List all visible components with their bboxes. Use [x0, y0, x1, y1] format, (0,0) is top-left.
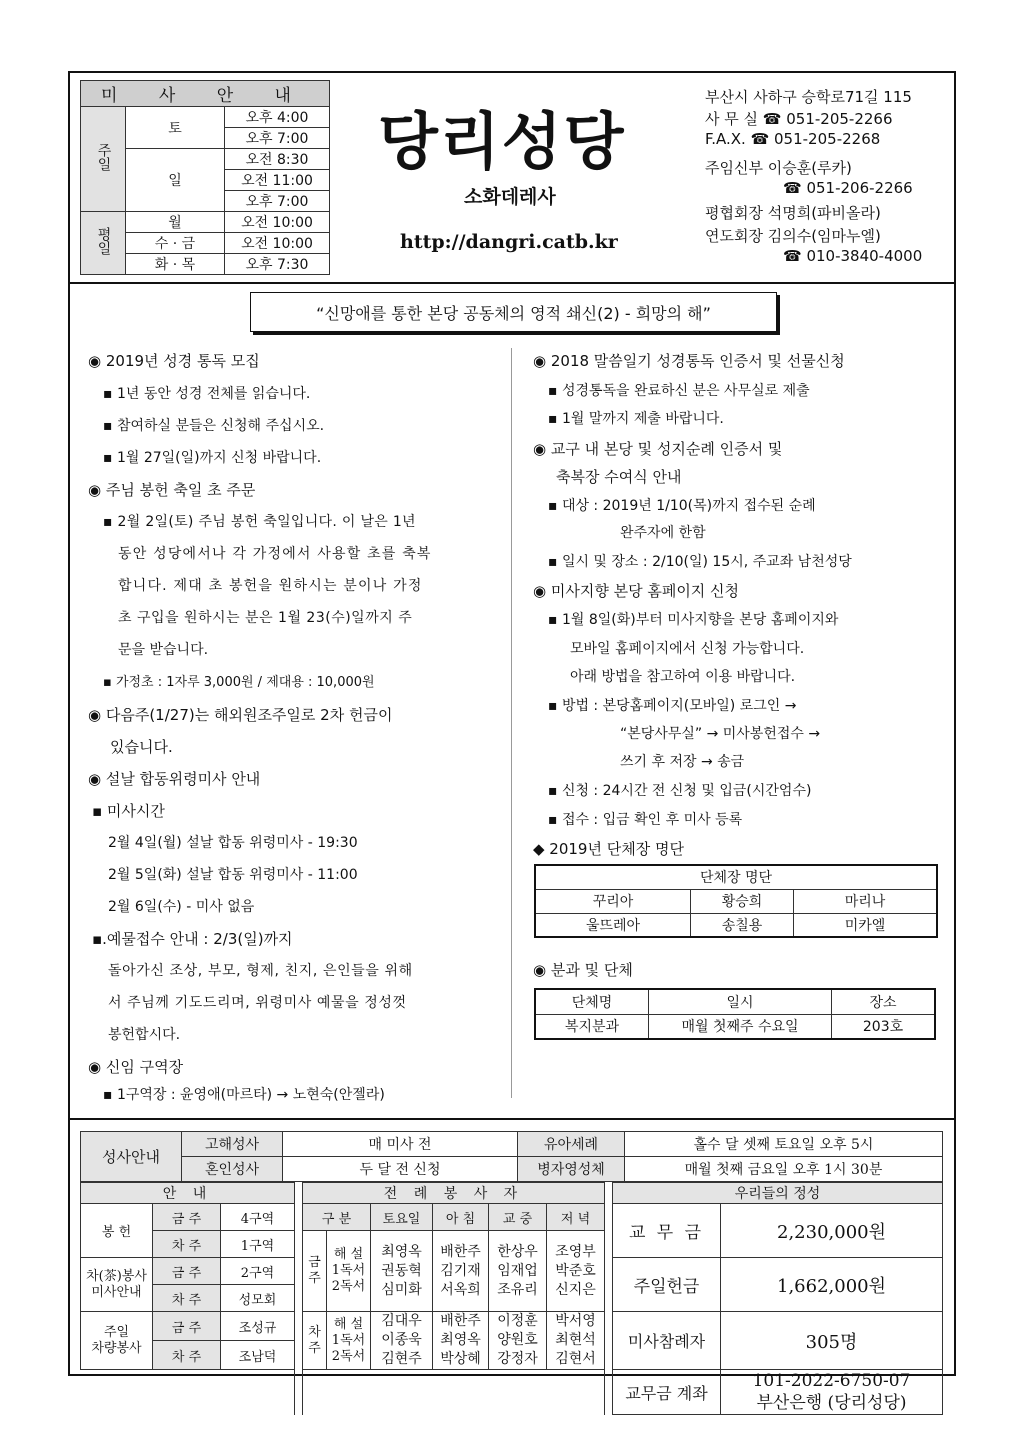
bongheon-label: 봉 헌 — [81, 1204, 153, 1258]
week-label: 금 주 — [153, 1312, 221, 1341]
week-label: 차 주 — [153, 1285, 221, 1312]
week-label: 금 주 — [153, 1204, 221, 1231]
association-president: 연도회장 김의수(임마누엘) — [705, 227, 881, 245]
next-week-short: 차 주 — [303, 1312, 327, 1370]
association-phone: ☎ 010-3840-4000 — [783, 247, 923, 265]
offer-value: 305명 — [721, 1312, 943, 1370]
pastor-phone: ☎ 051-206-2266 — [783, 179, 913, 197]
notice-line: ▪ 미사시간 — [92, 802, 165, 820]
notice-line: ▪ 일시 및 장소 : 2/10(일) 15시, 주교좌 남천성당 — [548, 554, 852, 570]
offer-label: 교 무 금 — [613, 1204, 721, 1258]
groups-cell: 매월 첫째주 수요일 — [649, 1014, 832, 1039]
service-table — [80, 1182, 943, 1415]
mass-time: 오후 7:00 — [225, 128, 330, 149]
mass-time: 오후 7:00 — [225, 191, 330, 212]
guide-value: 4구역 — [221, 1204, 295, 1231]
notice-line: ▪ 1월 27일(일)까지 신청 바랍니다. — [103, 450, 322, 466]
mass-schedule-table — [80, 80, 330, 275]
leaders-title: 단체장 명단 — [535, 865, 937, 889]
offer-value: 2,230,000원 — [721, 1204, 943, 1258]
notice-line: 합니다. 제대 초 봉헌을 원하시는 분이나 가정 — [118, 578, 423, 594]
sacr-detail: 두 달 전 신청 — [283, 1157, 518, 1182]
notice-line: 2월 4일(월) 설날 합동 위령미사 - 19:30 — [108, 835, 358, 851]
lit-names: 조영부 박준호 신지은 — [547, 1231, 605, 1312]
leader-baptismal: 미카엘 — [794, 913, 938, 937]
groups-head: 단체명 — [535, 989, 649, 1014]
sacr-type: 혼인성사 — [182, 1157, 283, 1182]
groups-cell: 복지분과 — [535, 1014, 649, 1039]
lit-col-head: 저 녁 — [547, 1204, 605, 1231]
sacr-detail: 매 미사 전 — [283, 1132, 518, 1157]
parking-label: 주일 차량봉사 — [81, 1312, 153, 1370]
lit-names: 한상우 임재업 조유리 — [489, 1231, 547, 1312]
notice-line: 서 주님께 기도드리며, 위령미사 예물을 정성껏 — [108, 995, 407, 1011]
notice-line: ▪ 2월 2일(토) 주님 봉헌 축일입니다. 이 날은 1년 — [103, 514, 416, 530]
leader-name: 황승희 — [691, 889, 794, 913]
leader-group: 꾸리아 — [535, 889, 691, 913]
sat-label: 토 — [126, 107, 225, 149]
lit-names: 최영옥 권동혁 심미화 — [371, 1231, 433, 1312]
tea-label: 차(茶)봉사 미사안내 — [81, 1258, 153, 1312]
groups-table — [534, 988, 936, 1040]
mass-heading: 미 사 안 내 — [81, 81, 330, 107]
guide-value: 2구역 — [221, 1258, 295, 1285]
lit-names: 박서영 최현석 김현서 — [547, 1312, 605, 1370]
notice-line: 봉헌합시다. — [108, 1027, 181, 1043]
sun-label: 일 — [126, 149, 225, 212]
offer-head: 우리들의 정성 — [613, 1183, 943, 1204]
notice-line: 2월 6일(수) - 미사 없음 — [108, 899, 255, 915]
office-phone: 사 무 실 ☎ 051-205-2266 — [705, 110, 893, 128]
notice-line: 돌아가신 조상, 부모, 형제, 친지, 은인들을 위해 — [108, 963, 413, 979]
notice-line: ▪ 대상 : 2019년 1/10(목)까지 접수된 순례 — [548, 498, 816, 514]
sacraments-label: 성사안내 — [81, 1132, 182, 1182]
council-president: 평협회장 석명희(파비올라) — [705, 204, 881, 222]
sacr-type: 고해성사 — [182, 1132, 283, 1157]
header-divider — [68, 282, 956, 284]
gap — [605, 1183, 613, 1415]
groups-cell: 203호 — [832, 1014, 936, 1039]
notice-line: ▪ 1월 8일(화)부터 미사지향을 본당 홈페이지와 — [548, 612, 839, 628]
motto-box: “신망애를 통한 본당 공동체의 영적 쇄신(2) - 희망의 해” — [250, 292, 777, 332]
week-label: 차 주 — [153, 1231, 221, 1258]
notice-line: 초 구입을 원하시는 분은 1월 23(수)일까지 주 — [118, 610, 413, 626]
notice-heading: ◉ 2019년 성경 통독 모집 — [88, 352, 260, 370]
lit-names: 이정훈 양원호 강정자 — [489, 1312, 547, 1370]
parish-title: 당리성당 — [378, 105, 626, 178]
offer-value: 1,662,000원 — [721, 1258, 943, 1312]
column-divider — [511, 348, 512, 1098]
notice-line: 완주자에 한함 — [620, 525, 706, 541]
notice-heading: ◉ 설날 합동위령미사 안내 — [88, 770, 261, 788]
lit-names: 배한주 김기재 서옥희 — [433, 1231, 489, 1312]
notice-line: “본당사무실” → 미사봉헌접수 → — [620, 726, 821, 742]
lit-col-head: 교 중 — [489, 1204, 547, 1231]
guide-value: 성모회 — [221, 1285, 295, 1312]
offer-label: 미사참례자 — [613, 1312, 721, 1370]
account-info — [721, 1370, 943, 1415]
this-week-short: 금 주 — [303, 1231, 327, 1312]
notice-heading: ◉ 주님 봉헌 축일 초 주문 — [88, 481, 256, 499]
mon-label: 월 — [126, 212, 225, 233]
week-label: 차 주 — [153, 1341, 221, 1370]
guide-value: 조남덕 — [221, 1341, 295, 1370]
mass-time: 오전 10:00 — [225, 233, 330, 254]
mass-time: 오후 7:30 — [225, 254, 330, 275]
notice-heading: ◉ 교구 내 본당 및 성지순례 인증서 및 — [533, 440, 783, 458]
sunday-label — [81, 107, 126, 212]
fax: F.A.X. ☎ 051-205-2268 — [705, 130, 881, 148]
parish-subtitle: 소화데레사 — [464, 186, 556, 208]
lit-col-head: 아 침 — [433, 1204, 489, 1231]
notice-line: 동안 성당에서나 각 가정에서 사용할 초를 축복 — [118, 546, 432, 562]
address: 부산시 사하구 승학로71길 115 — [705, 88, 912, 106]
leader-name: 송칠용 — [691, 913, 794, 937]
weekday-label — [81, 212, 126, 275]
lit-roles: 해 설 1독서 2독서 — [327, 1231, 371, 1312]
guide-value: 조성규 — [221, 1312, 295, 1341]
notice-line: ▪ 가정초 : 1자루 3,000원 / 제대용 : 10,000원 — [103, 675, 375, 690]
guide-head: 안 내 — [81, 1183, 295, 1204]
notice-heading: ◉ 다음주(1/27)는 해외원조주일로 2차 헌금이 — [88, 706, 393, 724]
wedfri-label: 수 · 금 — [126, 233, 225, 254]
notice-heading: ◉ 분과 및 단체 — [533, 961, 633, 979]
lit-col-head: 토요일 — [371, 1204, 433, 1231]
sacraments-table — [80, 1131, 943, 1182]
sacr-type: 병자영성체 — [518, 1157, 625, 1182]
pastor: 주임신부 이승훈(루카) — [705, 159, 852, 177]
notice-heading: ◉ 미사지향 본당 홈페이지 신청 — [533, 582, 740, 600]
notice-heading: ◉ 2018 말씀일기 성경통독 인증서 및 선물신청 — [533, 352, 845, 370]
groups-head: 일시 — [649, 989, 832, 1014]
bottom-divider — [68, 1118, 956, 1120]
notice-line: 2월 5일(화) 설날 합동 위령미사 - 11:00 — [108, 867, 358, 883]
notice-line: ▪ 성경통독을 완료하신 분은 사무실로 제출 — [548, 383, 810, 399]
mass-time: 오전 11:00 — [225, 170, 330, 191]
parish-url[interactable]: http://dangri.catb.kr — [400, 231, 618, 253]
liturgy-head: 전 례 봉 사 자 — [303, 1183, 605, 1204]
lit-names: 배한주 최영옥 박상혜 — [433, 1312, 489, 1370]
notice-line: 아래 방법을 참고하여 이용 바랍니다. — [570, 669, 796, 685]
notice-line: 축복장 수여식 안내 — [556, 468, 682, 486]
notice-line: ▪ 1년 동안 성경 전체를 읽습니다. — [103, 386, 311, 402]
notice-line: 쓰기 후 저장 → 송금 — [620, 754, 745, 770]
week-label: 금 주 — [153, 1258, 221, 1285]
leader-group: 울뜨레아 — [535, 913, 691, 937]
lit-names: 김대우 이종욱 김현주 — [371, 1312, 433, 1370]
guide-value: 1구역 — [221, 1231, 295, 1258]
mass-time: 오후 4:00 — [225, 107, 330, 128]
bank-name: 부산은행 (당리성당) — [756, 1393, 907, 1413]
leaders-table — [534, 864, 938, 938]
notice-line: 모바일 홈페이지에서 신청 가능합니다. — [570, 641, 805, 657]
notice-heading: ◆ 2019년 단체장 명단 — [533, 840, 684, 858]
sunday-label-text: 주일 — [95, 142, 112, 171]
sacr-type: 유아세례 — [518, 1132, 625, 1157]
tuethu-label: 화 · 목 — [126, 254, 225, 275]
offer-label: 주일헌금 — [613, 1258, 721, 1312]
notice-heading: ◉ 신임 구역장 — [88, 1058, 184, 1076]
notice-line: 있습니다. — [110, 738, 173, 756]
gap — [295, 1183, 303, 1415]
groups-head: 장소 — [832, 989, 936, 1014]
account-number: 101-2022-6750-07 — [752, 1371, 911, 1391]
notice-line: ▪ 접수 : 입금 확인 후 미사 등록 — [548, 812, 743, 828]
mass-time: 오전 8:30 — [225, 149, 330, 170]
notice-line: ▪ 방법 : 본당홈페이지(모바일) 로그인 → — [548, 698, 797, 714]
sacr-detail: 홀수 달 셋째 토요일 오후 5시 — [625, 1132, 943, 1157]
leader-baptismal: 마리나 — [794, 889, 938, 913]
account-label: 교무금 계좌 — [613, 1370, 721, 1415]
lit-col-head: 구 분 — [303, 1204, 371, 1231]
mass-time: 오전 10:00 — [225, 212, 330, 233]
notice-line: ▪.예물접수 안내 : 2/3(일)까지 — [92, 930, 293, 948]
weekday-label-text: 평일 — [95, 226, 112, 255]
notice-line: ▪ 1월 말까지 제출 바랍니다. — [548, 411, 724, 427]
lit-roles: 해 설 1독서 2독서 — [327, 1312, 371, 1370]
notice-line: ▪ 참여하실 분들은 신청해 주십시오. — [103, 418, 325, 434]
notice-line: ▪ 신청 : 24시간 전 신청 및 입금(시간엄수) — [548, 783, 812, 799]
notice-line: 문을 받습니다. — [118, 642, 209, 658]
sacr-detail: 매월 첫째 금요일 오후 1시 30분 — [625, 1157, 943, 1182]
notice-line: ▪ 1구역장 : 윤영애(마르타) → 노현숙(안젤라) — [103, 1087, 385, 1103]
